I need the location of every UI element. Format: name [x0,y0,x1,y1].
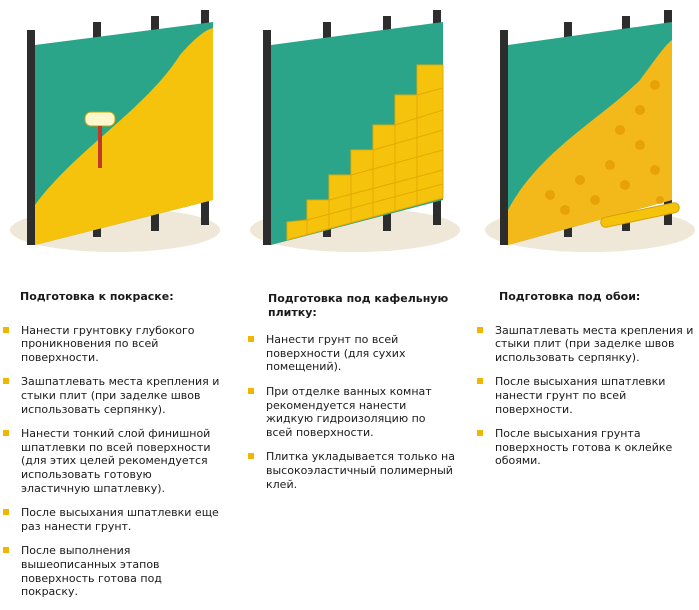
paint-prep-title: Подготовка к покраске: [20,290,174,303]
list-item: Нанести грунт по всей поверхности (для сухих помещений). [245,333,455,374]
list-item: Зашпатлевать места крепления и стыки плит (при заделке швов использовать серпянку). [0,375,220,416]
list-item: Нанести тонкий слой финишной шпатлевки по всей поверхности (для этих целей рекомендуется использовать готовую эластичную шпатлевку). [0,427,220,495]
wallpaper-prep-list [474,324,699,468]
tile-prep-section [245,292,455,502]
tile-wall-illustration [245,0,465,270]
paint-prep-list [0,324,220,599]
list-item: После выполнения вышеописанных этапов поверхность готова под покраску. [0,544,220,598]
paint-prep-section [0,290,220,610]
wallpaper-wall-illustration [480,0,699,270]
tile-prep-list [245,333,455,491]
tile-prep-title: Подготовка под кафельную плитку: [268,292,449,319]
list-item: Плитка укладывается только на высокоэластичный полимерный клей. [245,450,455,491]
list-item: Нанести грунтовку глубокого проникновения по всей поверхности. [0,324,220,365]
list-item: Зашпатлевать места крепления и стыки плит (при заделке швов использовать серпянку). [474,324,699,365]
paint-wall-illustration [5,0,225,270]
wallpaper-prep-section [474,290,699,479]
list-item: После высыхания шпатлевки нанести грунт по всей поверхности. [474,375,699,416]
wallpaper-prep-title: Подготовка под обои: [499,290,641,303]
list-item: При отделке ванных комнат рекомендуется нанести жидкую гидроизоляцию по всей поверхности. [245,385,455,439]
list-item: После высыхания шпатлевки еще раз нанести грунт. [0,506,220,533]
list-item: После высыхания грунта поверхность готова к оклейке обоями. [474,427,699,468]
